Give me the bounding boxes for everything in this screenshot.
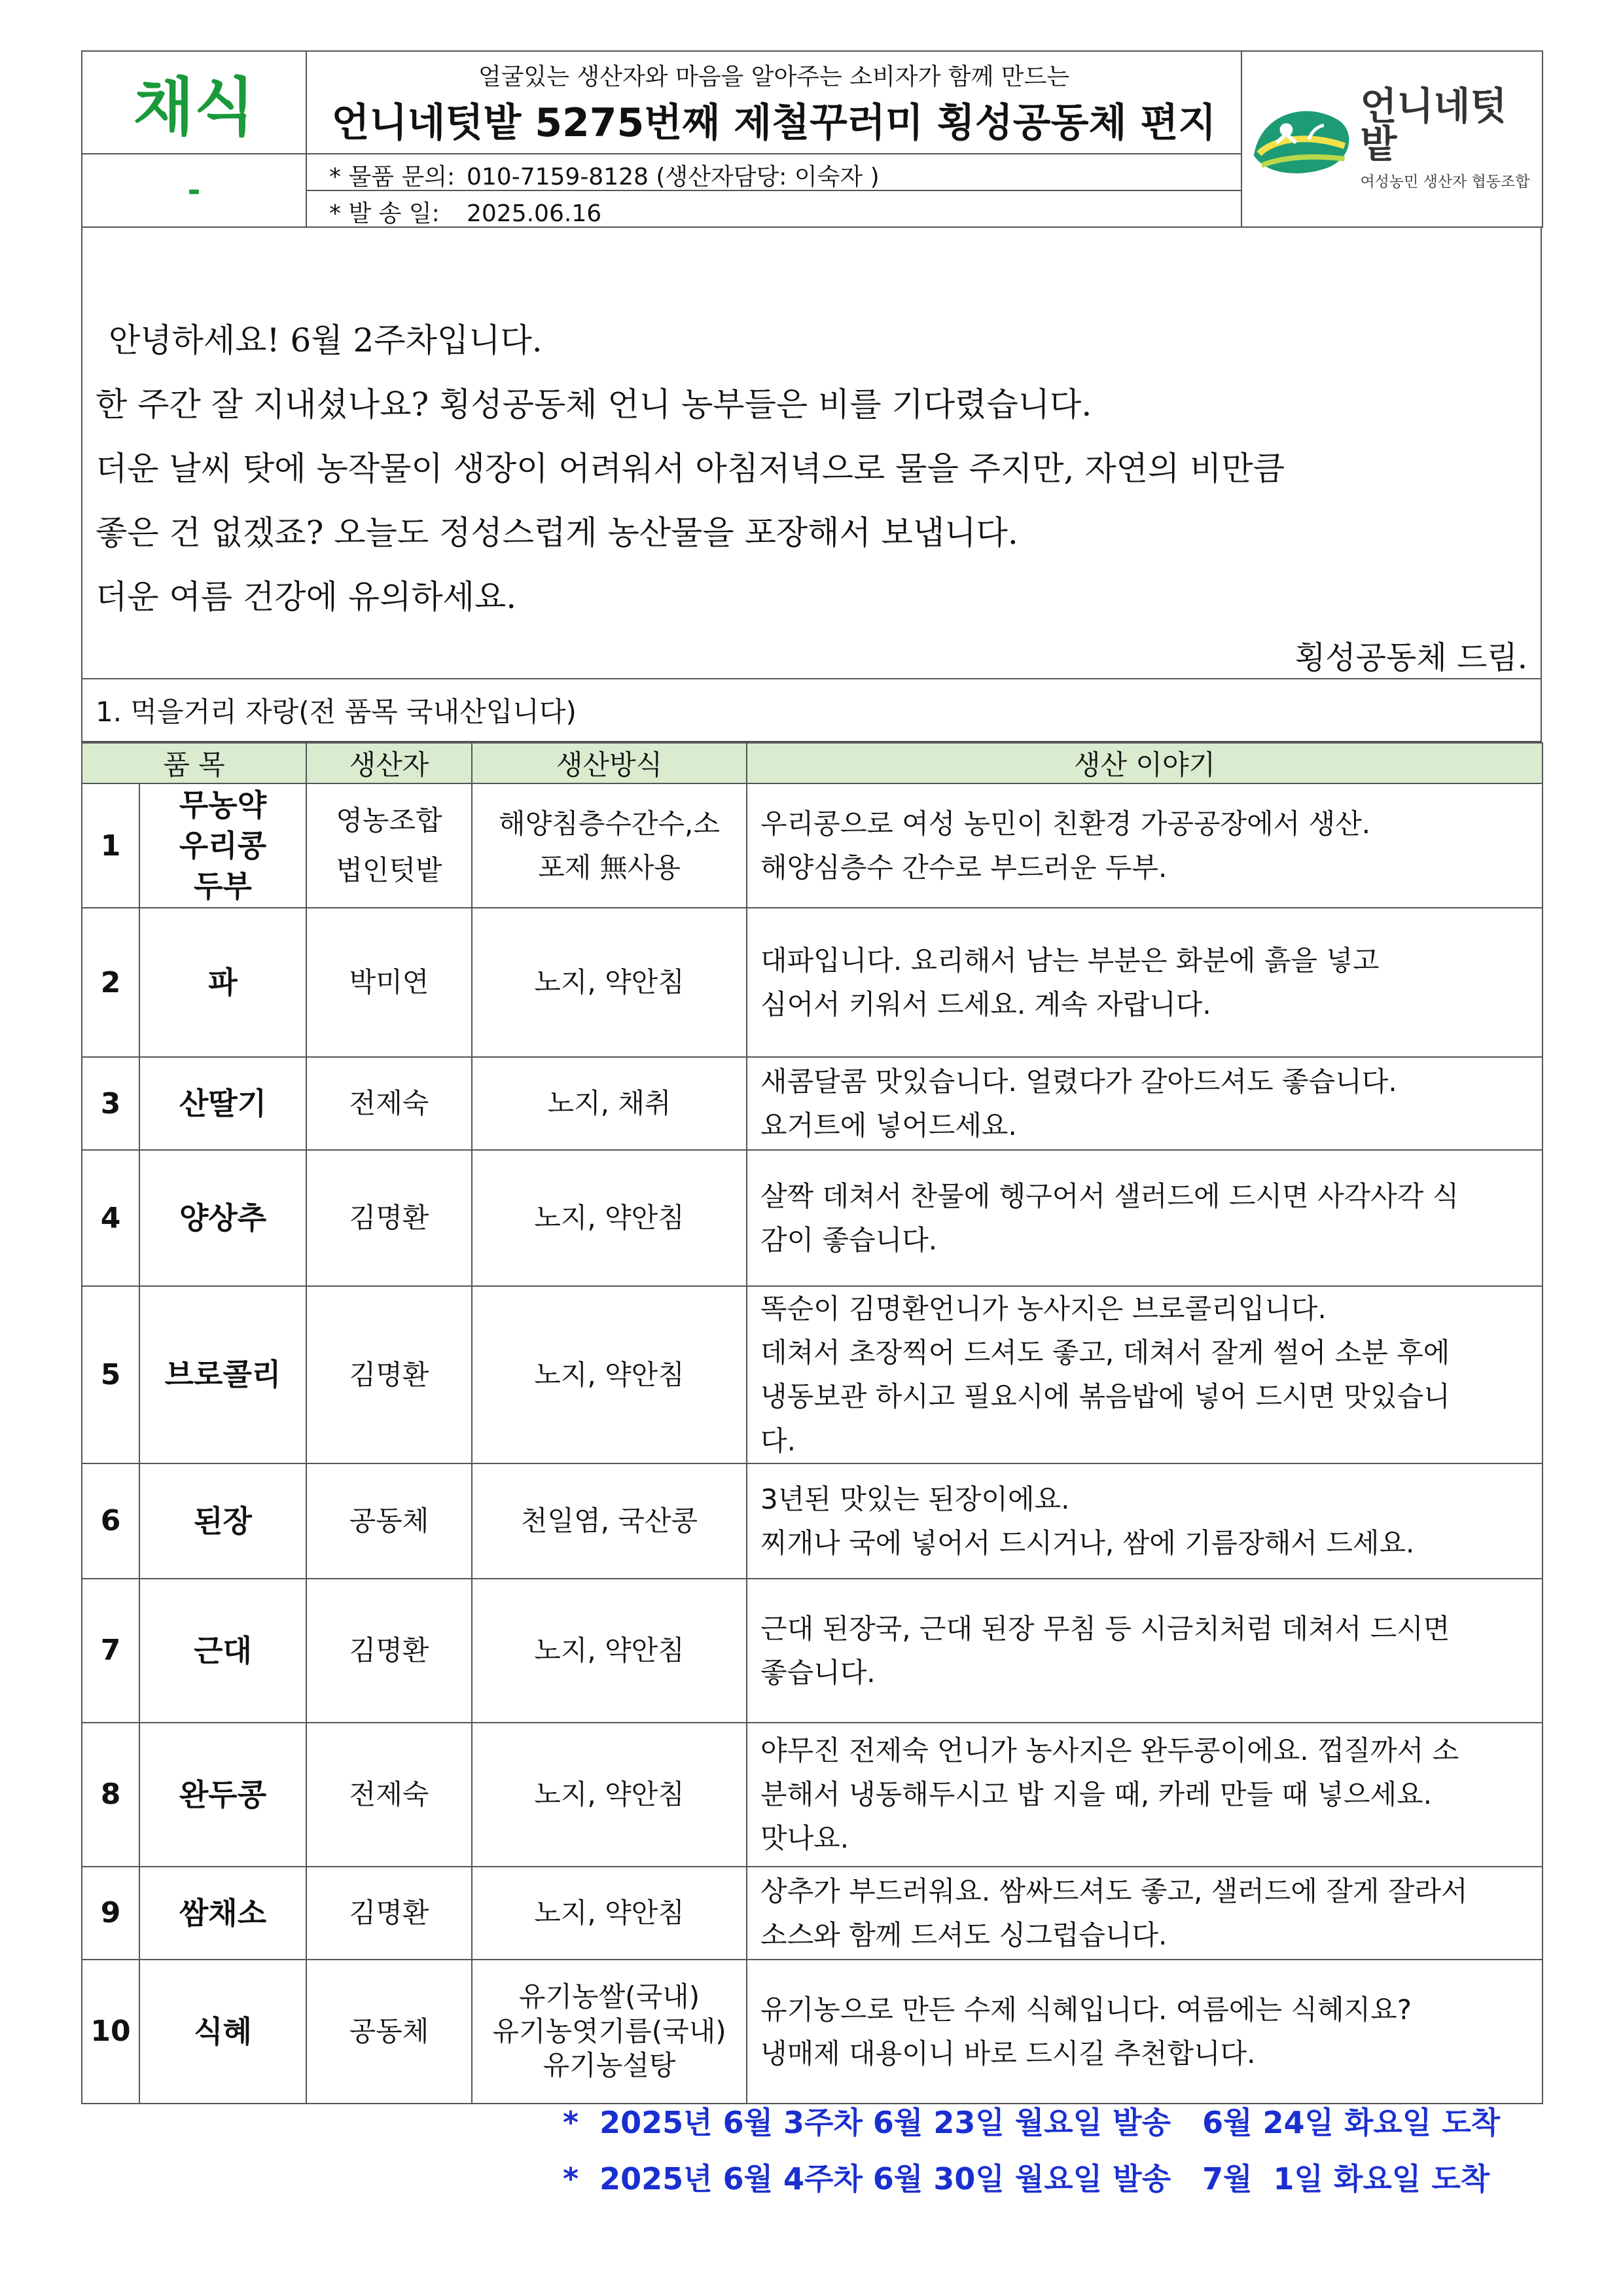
inquiry-value: 010-7159-8128 (생산자담당: 이숙자 ) [467, 164, 880, 190]
item-producer: 김명환 [306, 1150, 472, 1286]
item-story: 유기농으로 만든 수제 식혜입니다. 여름에는 식혜지요? 냉매제 대용이니 바로 드시길 추천합니다. [747, 1960, 1543, 2104]
item-number: 5 [82, 1286, 139, 1463]
header-story: 생산 이야기 [747, 743, 1543, 783]
letter-line: 더운 여름 건강에 유의하세요. [96, 578, 517, 616]
item-method: 해양침층수간수,소 포제 無사용 [472, 783, 747, 908]
ship-row [307, 191, 1241, 226]
item-producer: 김명환 [306, 1867, 472, 1960]
table-row [82, 1579, 1543, 1723]
field-logo-icon [1247, 94, 1357, 185]
item-name: 브로콜리 [139, 1286, 306, 1463]
inquiry-label: * 물품 문의: [329, 164, 455, 190]
schedule-line: * 2025년 6월 4주차 6월 30일 월요일 발송 7월 1일 화요일 도착 [563, 2161, 1490, 2197]
item-number: 2 [82, 908, 139, 1057]
letter-page [81, 50, 1542, 2104]
letter-line: 좋은 건 없겠죠? 오늘도 정성스럽게 농산물을 포장해서 보냅니다. [96, 514, 1018, 552]
item-number: 4 [82, 1150, 139, 1286]
item-story: 새콤달콤 맛있습니다. 얼렸다가 갈아드셔도 좋습니다. 요거트에 넣어드세요. [747, 1057, 1543, 1150]
subtitle: 얼굴있는 생산자와 마음을 알아주는 소비자가 함께 만드는 [478, 63, 1070, 90]
item-story: 똑순이 김명환언니가 농사지은 브로콜리입니다. 데쳐서 초장찍어 드셔도 좋고, 데쳐서 잘게 썰어 소분 후에 냉동보관 하시고 필요시에 볶음밥에 넣어 드시면 맛있습니 다. [747, 1286, 1543, 1463]
table-row [82, 1867, 1543, 1960]
item-story: 상추가 부드러워요. 쌈싸드셔도 좋고, 샐러드에 잘게 잘라서 소스와 함께 드셔도 싱그럽습니다. [747, 1867, 1543, 1960]
item-producer: 김명환 [306, 1286, 472, 1463]
item-producer: 공동체 [306, 1463, 472, 1579]
item-method: 유기농쌀(국내) 유기농엿기름(국내) 유기농설탕 [472, 1960, 747, 2104]
item-name: 양상추 [139, 1150, 306, 1286]
header-table [81, 50, 1543, 228]
category-sub: - [82, 154, 306, 227]
item-story: 우리콩으로 여성 농민이 친환경 가공공장에서 생산. 해양심층수 간수로 부드러운 두부. [747, 783, 1543, 908]
item-name: 산딸기 [139, 1057, 306, 1150]
page-title: 언니네텃밭 5275번째 제철꾸러미 횡성공동체 편지 [331, 100, 1217, 146]
schedule-line: * 2025년 6월 3주차 6월 23일 월요일 발송 6월 24일 화요일 도착 [563, 2105, 1501, 2140]
table-header-row [82, 743, 1543, 783]
item-name: 무농약 우리콩 두부 [139, 783, 306, 908]
item-method: 노지, 약안침 [472, 1579, 747, 1723]
item-producer: 박미연 [306, 908, 472, 1057]
table-row [82, 1960, 1543, 2104]
logo-subtitle: 여성농민 생산자 협동조합 [1360, 173, 1530, 190]
table-row [82, 1463, 1543, 1579]
item-method: 노지, 약안침 [472, 1723, 747, 1867]
letter-line: 안녕하세요! 6월 2주차입니다. [109, 321, 543, 359]
category-label: 채식 [82, 51, 306, 154]
item-number: 9 [82, 1867, 139, 1960]
table-row [82, 1150, 1543, 1286]
letter-line: 한 주간 잘 지내셨나요? 횡성공동체 언니 농부들은 비를 기다렸습니다. [96, 386, 1092, 423]
item-method: 노지, 약안침 [472, 1286, 747, 1463]
info-cell [306, 154, 1241, 227]
table-row [82, 1286, 1543, 1463]
item-producer: 공동체 [306, 1960, 472, 2104]
item-name: 된장 [139, 1463, 306, 1579]
item-method: 노지, 채취 [472, 1057, 747, 1150]
table-row [82, 1057, 1543, 1150]
item-producer: 영농조합 법인텃밭 [306, 783, 472, 908]
item-producer: 김명환 [306, 1579, 472, 1723]
product-table [81, 742, 1543, 2104]
item-name: 근대 [139, 1579, 306, 1723]
logo [1247, 84, 1542, 191]
item-number: 1 [82, 783, 139, 908]
table-row [82, 1723, 1543, 1867]
item-story: 근대 된장국, 근대 된장 무침 등 시금치처럼 데쳐서 드시면 좋습니다. [747, 1579, 1543, 1723]
ship-label: * 발 송 일: [329, 200, 440, 227]
logo-cell [1241, 51, 1543, 227]
item-name: 파 [139, 908, 306, 1057]
item-story: 살짝 데쳐서 찬물에 헹구어서 샐러드에 드시면 사각사각 식 감이 좋습니다. [747, 1150, 1543, 1286]
item-number: 8 [82, 1723, 139, 1867]
item-number: 10 [82, 1960, 139, 2104]
logo-name: 언니네텃밭 [1360, 84, 1507, 166]
item-producer: 전제숙 [306, 1723, 472, 1867]
item-story: 3년된 맛있는 된장이에요. 찌개나 국에 넣어서 드시거나, 쌈에 기름장해서 드세요. [747, 1463, 1543, 1579]
item-number: 7 [82, 1579, 139, 1723]
letter-body [81, 228, 1542, 679]
item-name: 식혜 [139, 1960, 306, 2104]
letter-line: 더운 날씨 탓에 농작물이 생장이 어려워서 아침저녁으로 물을 주지만, 자연의 비만큼 [96, 450, 1285, 488]
header-item: 품 목 [82, 743, 306, 783]
item-story: 야무진 전제숙 언니가 농사지은 완두콩이에요. 껍질까서 소 분해서 냉동해두시고 밥 지을 때, 카레 만들 때 넣으세요. 맛나요. [747, 1723, 1543, 1867]
title-cell [306, 51, 1241, 154]
item-story: 대파입니다. 요리해서 남는 부분은 화분에 흙을 넣고 심어서 키워서 드세요. 계속 자랍니다. [747, 908, 1543, 1057]
item-producer: 전제숙 [306, 1057, 472, 1150]
header-producer: 생산자 [306, 743, 472, 783]
inquiry-row [307, 154, 1241, 191]
ship-value: 2025.06.16 [467, 200, 602, 227]
signature: 횡성공동체 드림. [1294, 639, 1527, 676]
header-method: 생산방식 [472, 743, 747, 783]
item-name: 완두콩 [139, 1723, 306, 1867]
table-row [82, 908, 1543, 1057]
item-number: 3 [82, 1057, 139, 1150]
item-number: 6 [82, 1463, 139, 1579]
item-method: 노지, 약안침 [472, 1867, 747, 1960]
table-row [82, 783, 1543, 908]
item-method: 노지, 약안침 [472, 908, 747, 1057]
item-method: 천일염, 국산콩 [472, 1463, 747, 1579]
section-title: 1. 먹을거리 자랑(전 품목 국내산입니다) [81, 679, 1542, 742]
item-name: 쌈채소 [139, 1867, 306, 1960]
item-method: 노지, 약안침 [472, 1150, 747, 1286]
